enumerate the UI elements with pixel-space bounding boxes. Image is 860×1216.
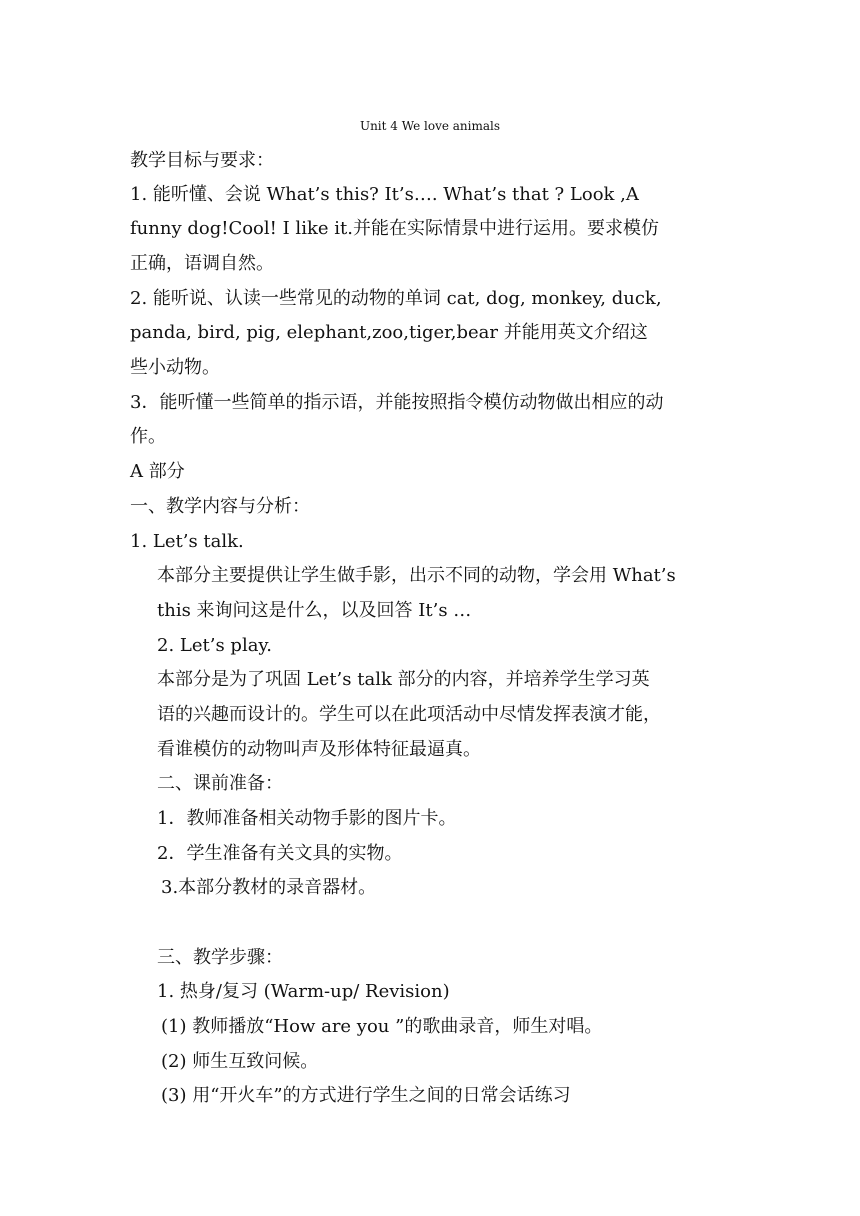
play-desc-line-1: 本部分是为了巩固 Let’s talk 部分的内容，并培养学生学习英 [157, 669, 650, 690]
objective-2-line-3: 些小动物。 [130, 357, 220, 378]
step-1-1: (1) 教师播放“How are you ”的歌曲录音，师生对唱。 [161, 1016, 603, 1037]
talk-desc-line-1: 本部分主要提供让学生做手影，出示不同的动物，学会用 What’s [157, 565, 676, 586]
prep-heading: 二、课前准备： [157, 773, 283, 794]
objectives-heading: 教学目标与要求： [130, 150, 274, 171]
play-heading: 2. Let’s play. [157, 635, 272, 656]
prep-item-2: 2．学生准备有关文具的实物。 [157, 843, 403, 864]
step-1-2: (2) 师生互致问候。 [161, 1051, 319, 1072]
objective-1-line-3: 正确，语调自然。 [130, 253, 274, 274]
content-heading: 一、教学内容与分析： [130, 496, 310, 517]
document-title: Unit 4 We love animals [359, 119, 501, 133]
part-a-heading: A 部分 [130, 461, 185, 482]
steps-heading: 三、教学步骤： [157, 947, 283, 968]
objective-1-line-2: funny dog!Cool! I like it.并能在实际情景中进行运用。要求模仿 [130, 218, 659, 239]
talk-heading: 1. Let’s talk. [130, 531, 244, 552]
objective-1-line-1: 1. 能听懂、会说 What’s this? It’s…. What’s that ? Look ,A [130, 184, 639, 205]
step-1-3: (3) 用“开火车”的方式进行学生之间的日常会话练习 [161, 1085, 571, 1106]
objective-2-line-1: 2. 能听说、认读一些常见的动物的单词 cat, dog, monkey, duck, [130, 288, 662, 309]
play-desc-line-3: 看谁模仿的动物叫声及形体特征最逼真。 [157, 739, 481, 760]
play-desc-line-2: 语的兴趣而设计的。学生可以在此项活动中尽情发挥表演才能， [157, 704, 661, 725]
talk-desc-line-2: this 来询问这是什么，以及回答 It’s … [157, 600, 472, 621]
prep-item-1: 1．教师准备相关动物手影的图片卡。 [157, 808, 457, 829]
step-1: 1. 热身/复习 (Warm-up/ Revision) [157, 981, 450, 1002]
objective-2-line-2: panda, bird, pig, elephant,zoo,tiger,bear 并能用英文介绍这 [130, 322, 648, 343]
prep-item-3: 3.本部分教材的录音器材。 [161, 877, 377, 898]
objective-3-line-2: 作。 [130, 426, 166, 447]
objective-3-line-1: 3．能听懂一些简单的指示语，并能按照指令模仿动物做出相应的动 [130, 392, 664, 413]
